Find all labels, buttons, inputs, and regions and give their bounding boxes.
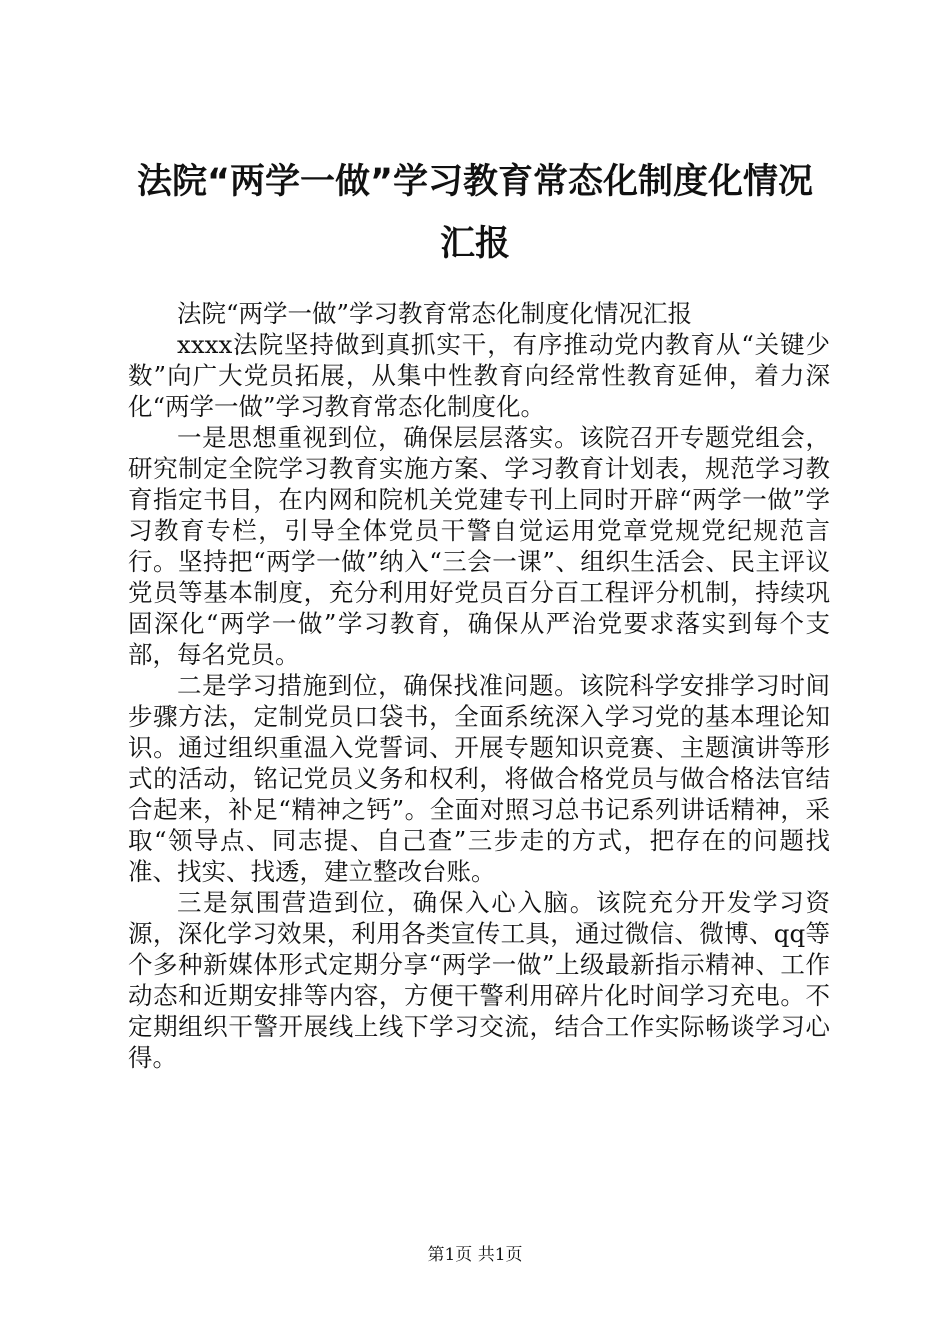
paragraph-point-2: 二是学习措施到位，确保找准问题。该院科学安排学习时间步骤方法，定制党员口袋书，全面系统深入学习党的基本理论知识。通过组织重温入党誓词、开展专题知识竞赛、主题演讲等形式的活动，铭记党员义务和权利，将做合格党员与做合格法官结合起来，补足“精神之钙”。全面对照习总书记系列讲话精神，采取“领导点、同志提、自己查”三步走的方式，把存在的问题找准、找实、找透，建立整改台账。 bbox=[128, 671, 830, 886]
document-title-line1: 法院“两学一做”学习教育常态化制度化情况 bbox=[136, 162, 813, 202]
paragraph-point-1: 一是思想重视到位，确保层层落实。该院召开专题党组会，研究制定全院学习教育实施方案、学习教育计划表，规范学习教育指定书目，在内网和院机关党建专刊上同时开辟“两学一做”学习教育专栏，引导全体党员干警自觉运用党章党规党纪规范言行。坚持把“两学一做”纳入“三会一课”、组织生活会、民主评议党员等基本制度，充分利用好党员百分百工程评分机制，持续巩固深化“两学一做”学习教育，确保从严治党要求落实到每个支部，每名党员。 bbox=[128, 423, 830, 669]
document-body bbox=[128, 298, 830, 1073]
paragraph-intro: xxxx法院坚持做到真抓实干，有序推动党内教育从“关键少数”向广大党员拓展，从集中性教育向经常性教育延伸，着力深化“两学一做”学习教育常态化制度化。 bbox=[128, 330, 830, 421]
document-title-line2: 汇报 bbox=[439, 224, 510, 264]
paragraph-point-3: 三是氛围营造到位，确保入心入脑。该院充分开发学习资源，深化学习效果，利用各类宣传工具，通过微信、微博、qq等个多种新媒体形式定期分享“两学一做”上级最新指示精神、工作动态和近期安排等内容，方便干警利用碎片化时间学习充电。不定期组织干警开展线上线下学习交流，结合工作实际畅谈学习心得。 bbox=[128, 888, 830, 1072]
page-footer: 第1页 共1页 bbox=[427, 1245, 523, 1265]
paragraph-subtitle: 法院“两学一做”学习教育常态化制度化情况汇报 bbox=[177, 299, 693, 328]
